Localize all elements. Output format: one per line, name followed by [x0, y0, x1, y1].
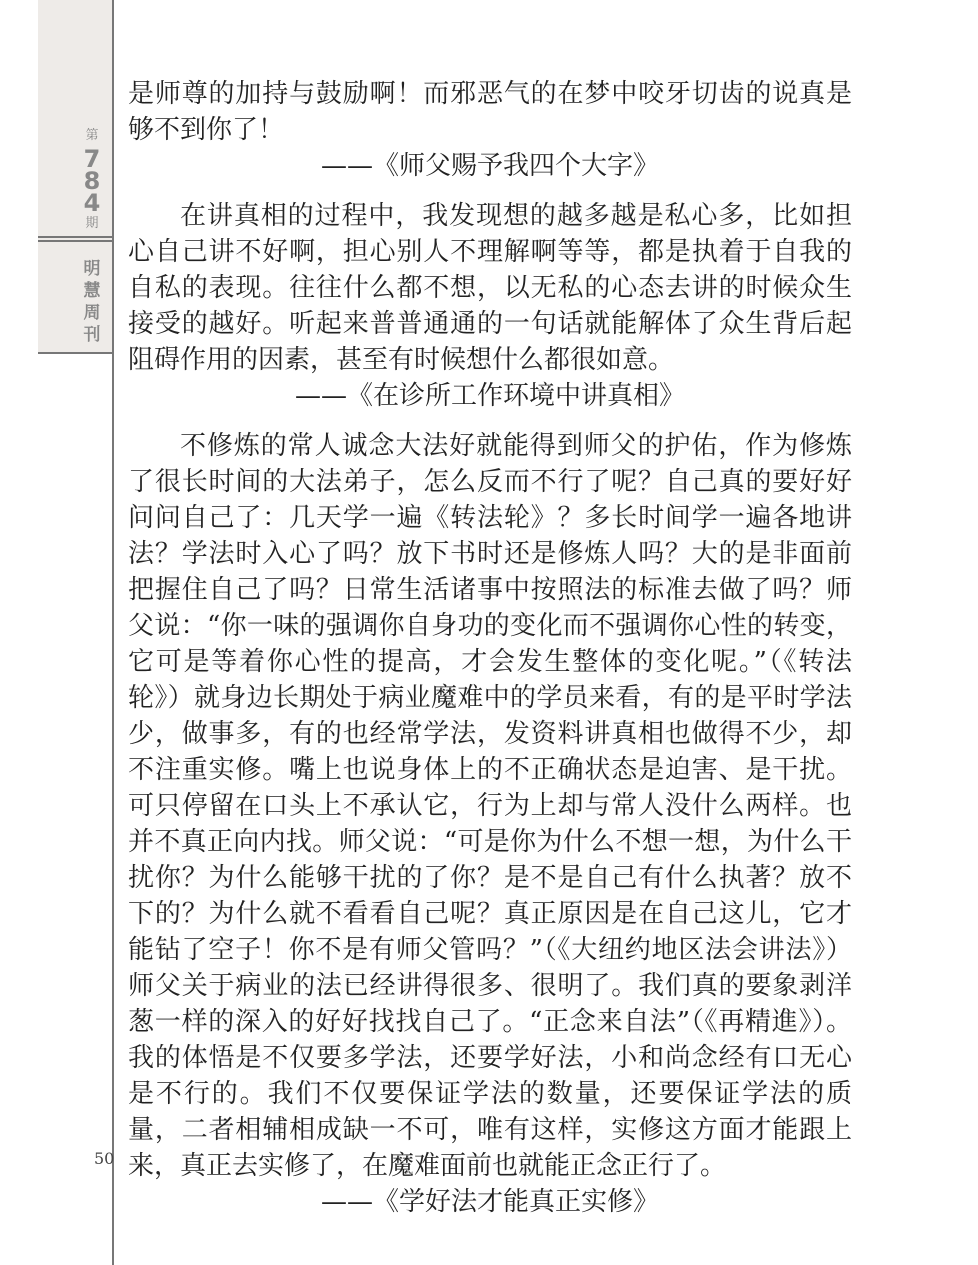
article-body	[128, 76, 852, 1220]
paragraph-2: 在讲真相的过程中，我发现想的越多越是私心多，比如担心自己讲不好啊，担心别人不理解啊等等，都是执着于自我的自私的表现。往往什么都不想，以无私的心态去讲的时候众生接受的越好。听起来普普通通的一句话就能解体了众生背后起阻碍作用的因素，甚至有时候想什么都很如意。	[128, 201, 852, 375]
margin-line	[112, 0, 114, 1265]
issue-number: 784	[83, 145, 101, 217]
source-citation-2: ——《在诊所工作环境中讲真相》	[294, 381, 685, 411]
paragraph-1: 是师尊的加持与鼓励啊！而邪恶气的在梦中咬牙切齿的说真是够不到你了！	[128, 79, 852, 145]
sidebar-divider-top	[38, 236, 112, 238]
page-number: 50	[94, 1149, 115, 1168]
source-citation-3: ——《学好法才能真正实修》	[320, 1187, 659, 1217]
magazine-name: 明慧周刊	[83, 259, 101, 345]
sidebar-bottom-rule	[38, 352, 112, 354]
sidebar-divider-bottom	[38, 240, 112, 242]
paragraph-3: 不修炼的常人诚念大法好就能得到师父的护佑，作为修炼了很长时间的大法弟子，怎么反而不行了呢？自己真的要好好问问自己了：几天学一遍《转法轮》？多长时间学一遍各地讲法？学法时入心了吗？放下书时还是修炼人吗？大的是非面前把握住自己了吗？日常生活诸事中按照法的标准去做了吗？师父说：“你一味的强调你自身功的变化而不强调你心性的转变，它可是等着你心性的提高，才会发生整体的变化呢。”（《转法轮》）就身边长期处于病业魔难中的学员来看，有的是平时学法少，做事多，有的也经常学法，发资料讲真相也做得不少，却不注重实修。嘴上也说身体上的不正确状态是迫害、是干扰。可只停留在口头上不承认它，行为上却与常人没什么两样。也并不真正向内找。师父说：“可是你为什么不想一想，为什么干扰你？为什么能够干扰的了你？是不是自己有什么执著？放不下的？为什么就不看看自己呢？真正原因是在自己这儿，它才能钻了空子！你不是有师父管吗？”（《大纽约地区法会讲法》）师父关于病业的法已经讲得很多、很明了。我们真的要象剥洋葱一样的深入的好好找找自己了。“正念来自法”（《再精進》）。我的体悟是不仅要多学法，还要学好法，小和尚念经有口无心是不行的。我们不仅要保证学法的数量，还要保证学法的质量，二者相辅相成缺一不可，唯有这样，实修这方面才能跟上来，真正去实修了，在魔难面前也就能正念正行了。	[128, 431, 852, 1181]
source-citation-1: ——《师父赐予我四个大字》	[320, 151, 659, 181]
issue-suffix: 期	[85, 216, 99, 231]
issue-prefix: 第	[85, 128, 99, 143]
